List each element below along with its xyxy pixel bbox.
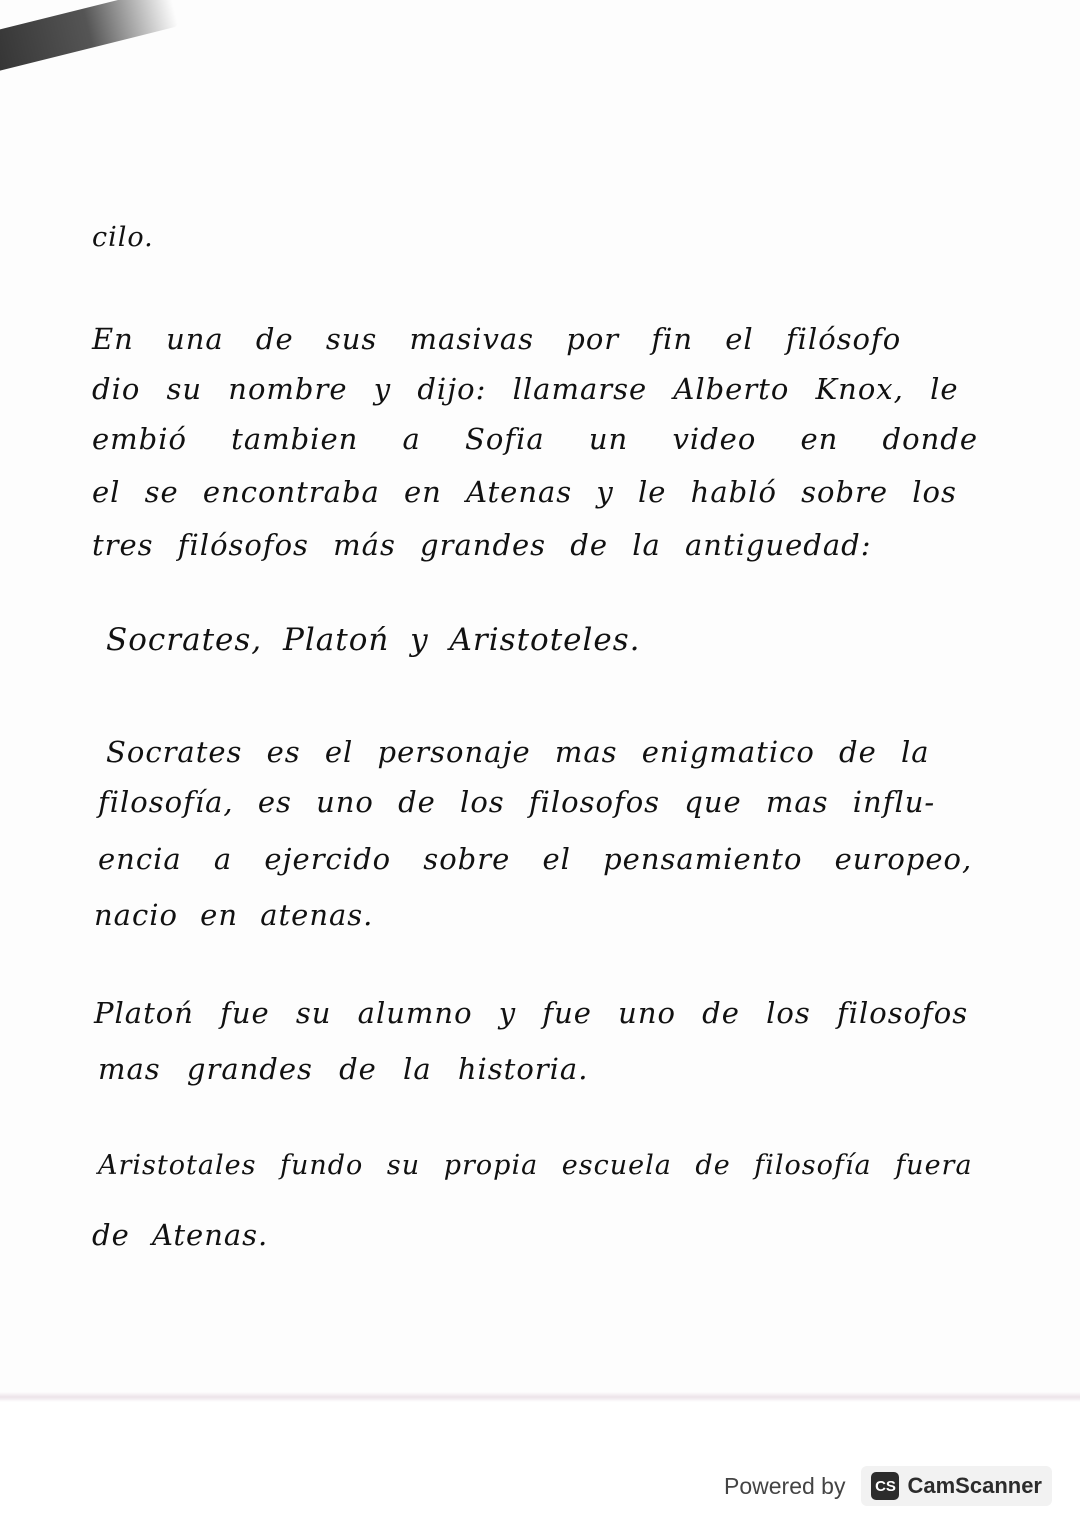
text-line: Platoń fue su alumno y fue uno de los filosofos xyxy=(94,996,969,1030)
text-line: embió tambien a Sofia un video en donde xyxy=(92,422,978,456)
text-line: Socrates es el personaje mas enigmatico de la xyxy=(106,735,930,769)
text-line: de Atenas. xyxy=(92,1218,269,1252)
text-line: En una de sus masivas por fin el filósofo xyxy=(92,322,902,356)
camscanner-logo-icon: CS xyxy=(871,1472,899,1500)
text-line: encia a ejercido sobre el pensamiento europeo, xyxy=(98,842,973,876)
page-bottom-edge xyxy=(0,1392,1080,1402)
text-line: mas grandes de la historia. xyxy=(98,1052,589,1086)
camscanner-brand: CamScanner xyxy=(907,1473,1042,1498)
text-line: filosofía, es uno de los filosofos que mas influ- xyxy=(98,785,936,819)
text-line: Aristotales fundo su propia escuela de filosofía fuera xyxy=(98,1150,973,1181)
camscanner-badge xyxy=(861,1466,1052,1506)
powered-by-label: Powered by xyxy=(724,1472,846,1499)
text-line: nacio en atenas. xyxy=(94,898,374,932)
text-line: tres filósofos más grandes de la antiguedad: xyxy=(92,528,872,562)
handwritten-text xyxy=(92,0,992,1300)
text-line: el se encontraba en Atenas y le habló sobre los xyxy=(92,475,957,509)
text-line: Socrates, Platoń y Aristoteles. xyxy=(106,622,641,658)
text-line: cilo. xyxy=(92,222,154,253)
camscanner-watermark xyxy=(724,1466,1052,1506)
text-line: dio su nombre y dijo: llamarse Alberto Knox, le xyxy=(92,372,959,406)
